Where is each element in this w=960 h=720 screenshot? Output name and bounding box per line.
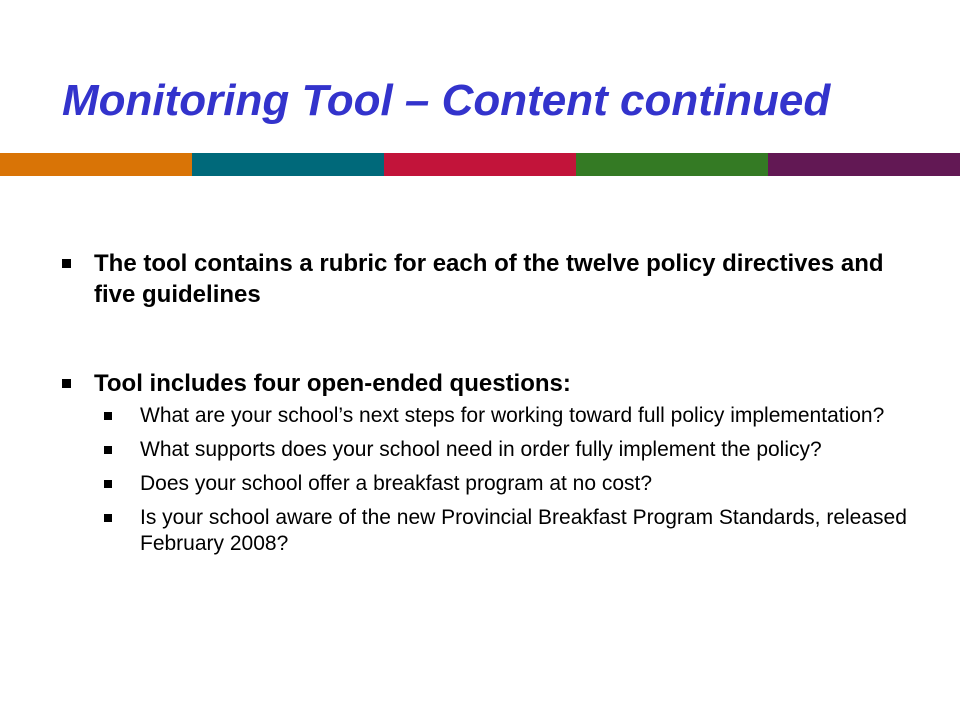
bullet-item xyxy=(62,368,922,399)
sub-bullet-text: What supports does your school need in order fully implement the policy? xyxy=(140,438,822,461)
square-bullet-icon xyxy=(62,379,71,388)
sub-bullet-item xyxy=(104,505,922,557)
color-bar-red xyxy=(384,153,576,176)
color-bar-green xyxy=(576,153,768,176)
color-bar-purple xyxy=(768,153,960,176)
color-bar xyxy=(0,153,960,176)
sub-bullet-text: What are your school’s next steps for working toward full policy implementation? xyxy=(140,404,885,427)
sub-bullet-text: Does your school offer a breakfast program at no cost? xyxy=(140,472,653,495)
square-bullet-icon xyxy=(104,480,112,488)
sub-bullet-item xyxy=(104,403,922,429)
square-bullet-icon xyxy=(104,412,112,420)
color-bar-teal xyxy=(192,153,384,176)
sub-bullet-text: Is your school aware of the new Provincial Breakfast Program Standards, released February 2008? xyxy=(140,506,907,555)
bullet-item xyxy=(62,248,922,310)
square-bullet-icon xyxy=(62,259,71,268)
slide-title: Monitoring Tool – Content continued xyxy=(62,76,831,125)
sub-bullet-item xyxy=(104,471,922,497)
sub-bullet-item xyxy=(104,437,922,463)
slide-content xyxy=(62,248,922,565)
sub-bullet-list xyxy=(104,403,922,557)
square-bullet-icon xyxy=(104,514,112,522)
bullet-text: Tool includes four open-ended questions: xyxy=(94,370,571,397)
color-bar-orange xyxy=(0,153,192,176)
square-bullet-icon xyxy=(104,446,112,454)
bullet-text: The tool contains a rubric for each of the twelve policy directives and five guidelines xyxy=(94,250,884,308)
